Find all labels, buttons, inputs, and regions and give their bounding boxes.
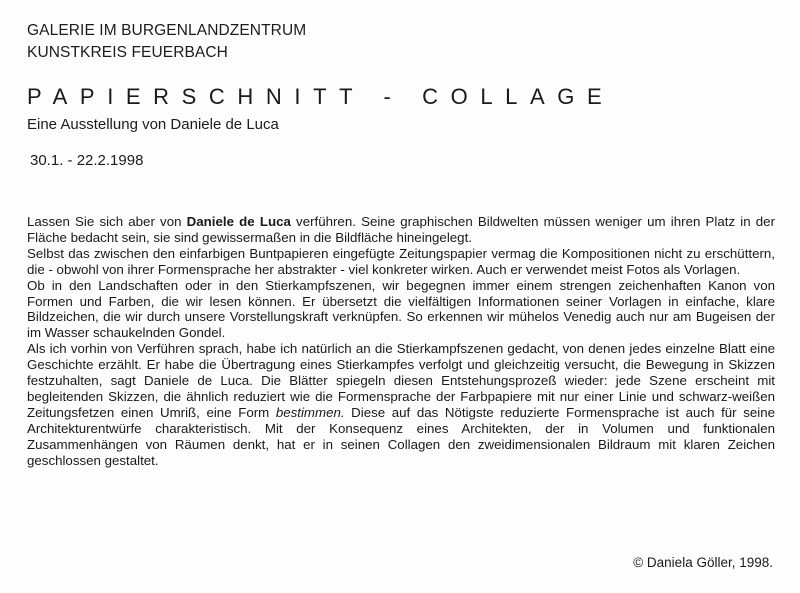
- emphasized-word: bestimmen.: [275, 404, 345, 420]
- paragraph-4-rest: Diese auf das Nötigste reduzierte Formensprache ist auch für seine Architekturentwürfe charakteristisch. Mit der Konsequenz eines Architekten, der in Volumen und funktionalen Zusammenhängen von Räumen denkt, hat er in seinen Collagen den zweidimensionalen Bildraum mit klaren Zeichen geschlossen gestaltet.: [27, 404, 775, 468]
- paragraph-2: Selbst das zwischen den einfarbigen Buntpapieren eingefügte Zeitungspapier vermag die Kompositionen nicht zu erschüttern, die - obwohl von ihrer Formensprache her abstrakter - viel konkreter wirken. Auch er verwendet meist Fotos als Vorlagen.: [27, 245, 775, 277]
- paragraph-1-rest: verführen. Seine graphischen Bildwelten müssen weniger um ihren Platz in der Fläche bedacht sein, sie sind gewissermaßen in die Bildfläche hineingelegt.: [27, 214, 776, 245]
- paragraph-4-intro: Als ich vorhin von Verführen sprach, habe ich natürlich an die Stierkampfszenen gedacht, von denen jedes einzelne Blatt eine Geschichte erzählt. Er habe die Übertragung eines Stierkampfes verfolgt und gleichzeitig versucht, die Bewegung in Skizzen festzuhalten, sagt Daniele de Luca. Die Blätter spiegeln diesen Entstehungsprozeß wieder: jede Szene erscheint mit begleitenden Skizzen, die ähnlich reduziert wie die Formensprache der Farbpapiere mit nur einer Linie und schwarz-weißen Zeitungsfetzen einen Umriß, eine Form: [27, 341, 775, 420]
- paragraph-3: Ob in den Landschaften oder in den Stierkampfszenen, wir begegnen immer einem strengen zeichenhaften Kanon von Formen und Farben, die wir lesen können. Er übersetzt die vielfältigen Informationen seiner Vorlagen in einfache, klare Bildzeichen, die wir durch unsere Vorstellungskraft verknüpfen. So erkennen wir mühelos Venedig auch nur am Bugeisen der im Wasser schaukelnden Gondel.: [27, 277, 775, 341]
- paragraph-1-intro: Lassen Sie sich aber von: [27, 214, 187, 229]
- author-signature: © Daniela Göller, 1998.: [633, 555, 773, 570]
- artist-name: Daniele de Luca: [186, 214, 291, 229]
- exhibition-subtitle: Eine Ausstellung von Daniele de Luca: [27, 116, 279, 133]
- paragraph-4: [27, 341, 775, 468]
- exhibition-title: PAPIERSCHNITT - COLLAGE: [27, 84, 615, 109]
- paragraph-1: [27, 214, 775, 246]
- gallery-name: GALERIE IM BURGENLANDZENTRUM: [27, 22, 307, 39]
- art-club-name: KUNSTKREIS FEUERBACH: [27, 44, 228, 61]
- article-body: [27, 214, 775, 469]
- exhibition-dates: 30.1. - 22.2.1998: [30, 152, 144, 169]
